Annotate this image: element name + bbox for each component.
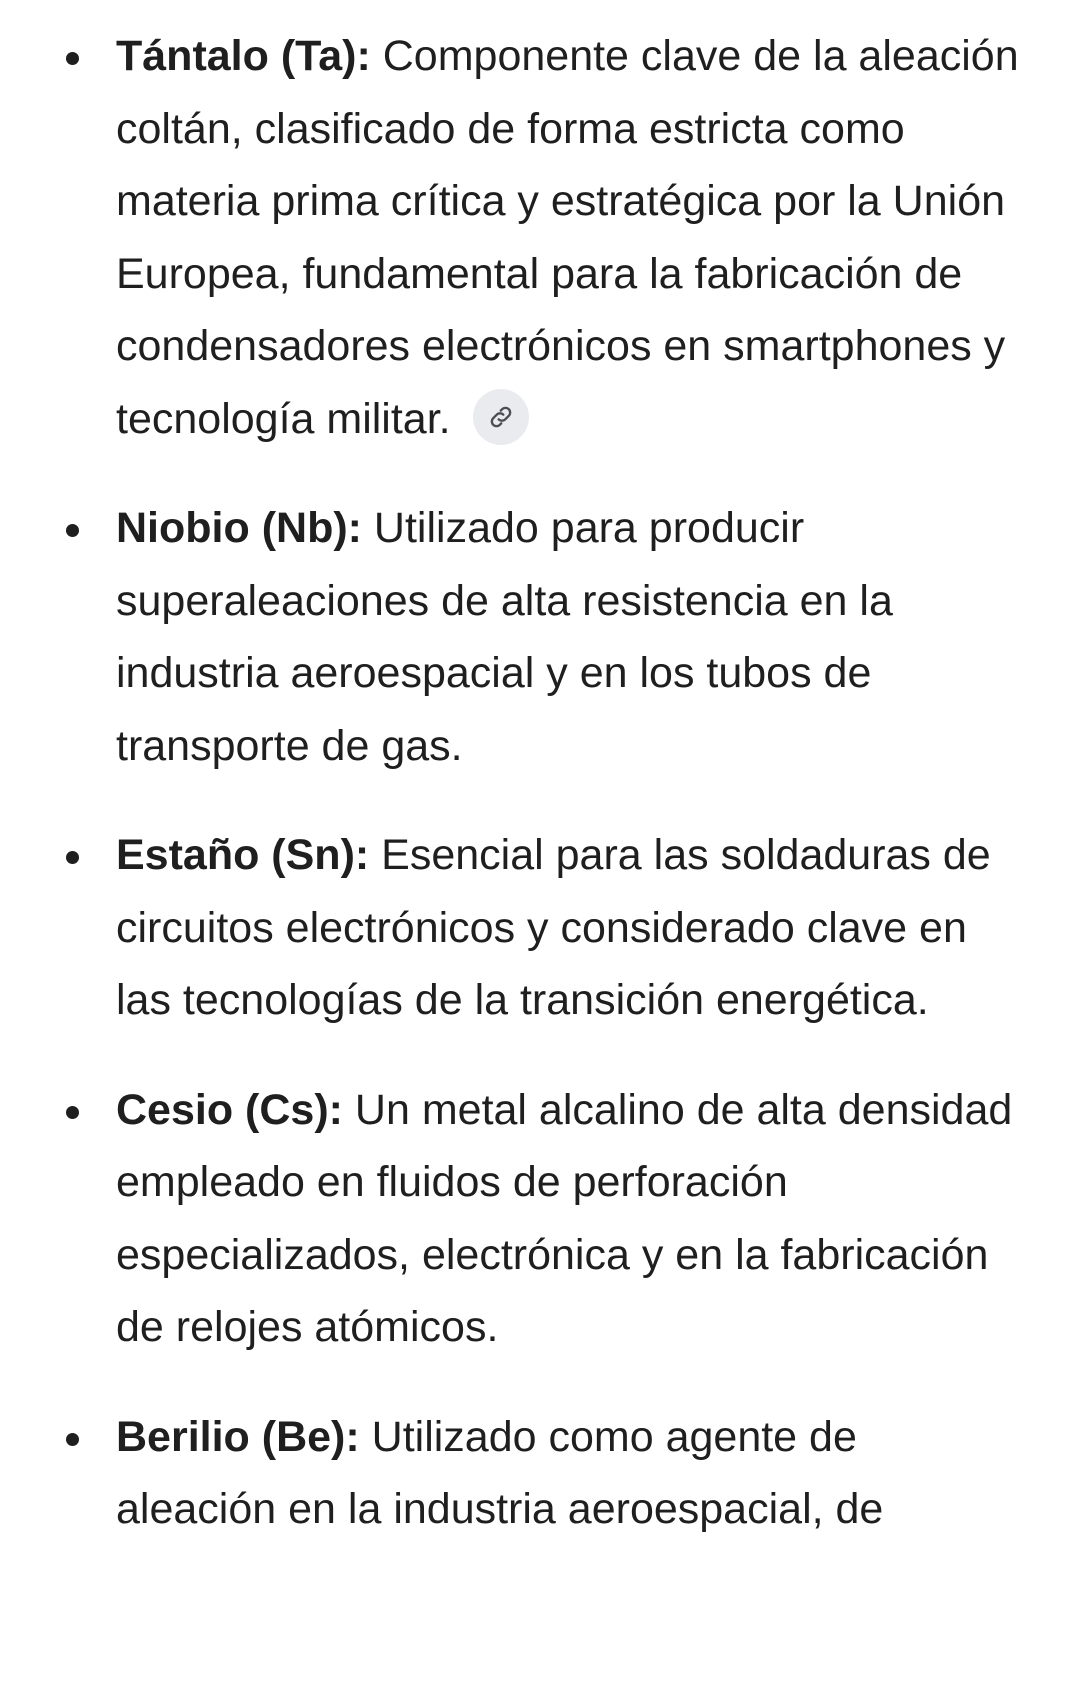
item-text: Esencial para las soldaduras de circuitos electrónicos y considerado clave en las tecnologías de la transición energética. [116, 831, 991, 1024]
bullet-dot [66, 1433, 79, 1446]
list-item-estano [0, 819, 1080, 1037]
item-text: Utilizado para producir superaleaciones de alta resistencia en la industria aeroespacial y en los tubos de transporte de gas. [116, 504, 893, 770]
item-term: Niobio (Nb): [116, 504, 362, 552]
bullet-dot [66, 52, 79, 65]
list-item-tantalo [0, 20, 1080, 455]
list-item-berilio [0, 1401, 1080, 1546]
link-icon [487, 403, 515, 431]
item-text: Un metal alcalino de alta densidad empleado en fluidos de perforación especializados, electrónica y en la fabricación de relojes atómicos. [116, 1085, 1013, 1351]
item-term: Estaño (Sn): [116, 831, 370, 879]
bullet-dot [66, 524, 79, 537]
list-item-niobio [0, 492, 1080, 782]
item-text: Utilizado como agente de aleación en la industria aeroespacial, de [116, 1412, 884, 1533]
bullet-dot [66, 851, 79, 864]
item-term: Tántalo (Ta): [116, 32, 371, 80]
minerals-list [0, 20, 1080, 1546]
item-term: Cesio (Cs): [116, 1085, 343, 1134]
item-term: Berilio (Be): [116, 1412, 360, 1461]
source-link-button[interactable] [473, 389, 529, 445]
list-item-cesio [0, 1074, 1080, 1364]
bullet-dot [66, 1106, 79, 1119]
item-text: Componente clave de la aleación coltán, clasificado de forma estricta como materia prima crítica y estratégica por la Unión Europea, fundamental para la fabricación de condensadores electrónicos en smartphones y tecnología militar. [116, 32, 1019, 443]
